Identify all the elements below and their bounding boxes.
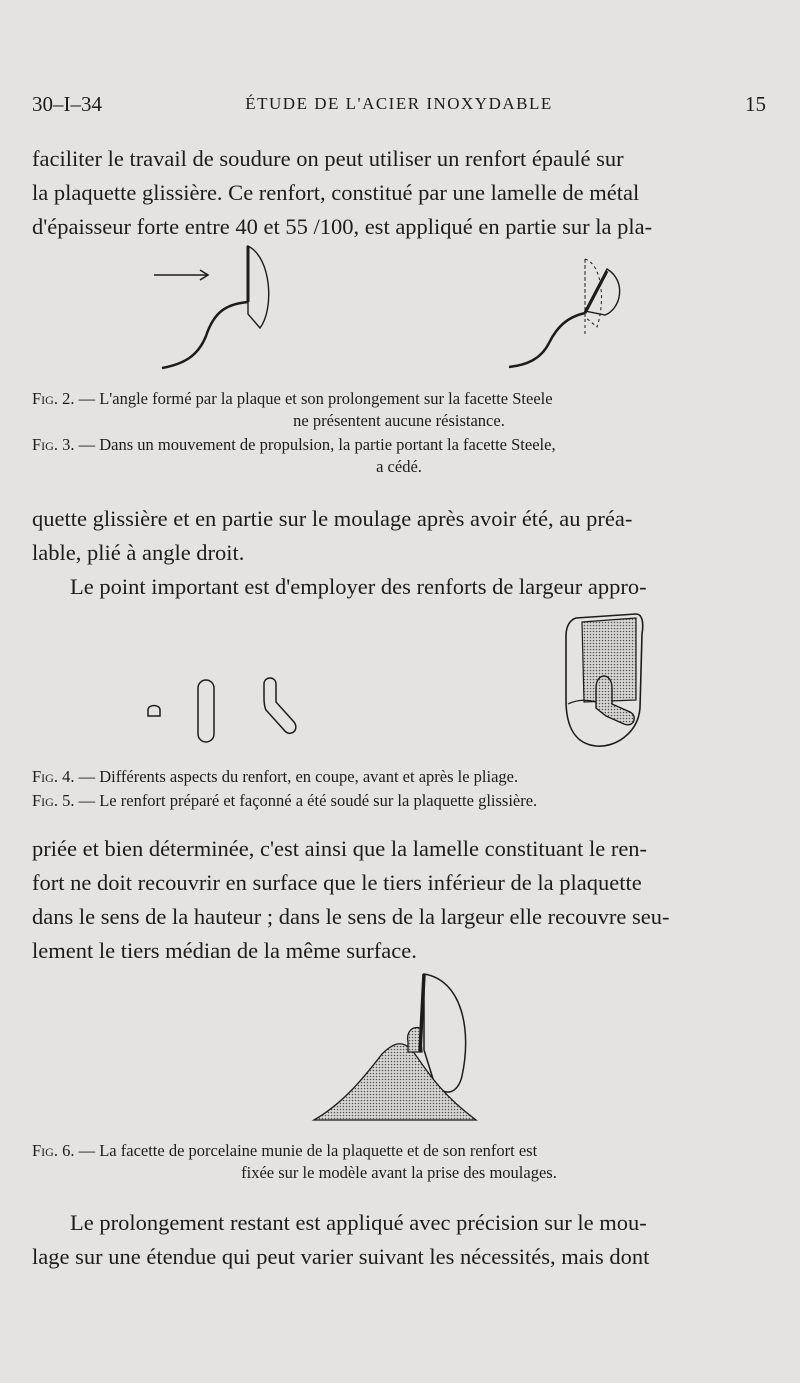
text-line: priée et bien déterminée, c'est ainsi que la lamelle constituant le ren- bbox=[32, 836, 648, 861]
paragraph-3 bbox=[32, 832, 766, 968]
figure-3-drawing bbox=[505, 255, 635, 375]
caption-fig-4 bbox=[32, 766, 766, 788]
figure-label: Fig. 3. bbox=[32, 435, 75, 454]
header-title: ÉTUDE DE L'ACIER INOXYDABLE bbox=[245, 94, 553, 113]
caption-fig-2 bbox=[32, 388, 766, 432]
header-date: 30–I–34 bbox=[32, 92, 102, 116]
paragraph-1 bbox=[32, 142, 766, 244]
caption-text: ne présentent aucune résistance. bbox=[293, 411, 505, 430]
text-line: lement le tiers médian de la même surface. bbox=[32, 938, 417, 963]
text-line: la plaquette glissière. Ce renfort, constitué par une lamelle de métal bbox=[32, 180, 640, 205]
text-line: dans le sens de la hauteur ; dans le sens de la largeur elle recouvre seu- bbox=[32, 904, 670, 929]
caption-fig-5 bbox=[32, 790, 766, 812]
caption-fig-6 bbox=[32, 1140, 766, 1184]
caption-text: a cédé. bbox=[376, 457, 422, 476]
text-line: fort ne doit recouvrir en surface que le tiers inférieur de la plaquette bbox=[32, 870, 642, 895]
figure-4-drawing bbox=[140, 670, 310, 750]
text-line: Le point important est d'employer des renforts de largeur appro- bbox=[70, 574, 647, 599]
figure-label: Fig. 2. bbox=[32, 389, 75, 408]
text-line: d'épaisseur forte entre 40 et 55 /100, est appliqué en partie sur la pla- bbox=[32, 214, 653, 239]
caption-text: — Différents aspects du renfort, en coupe, avant et après le pliage. bbox=[74, 767, 519, 786]
text-line: lage sur une étendue qui peut varier suivant les nécessités, mais dont bbox=[32, 1244, 650, 1269]
figure-label: Fig. 6. bbox=[32, 1141, 75, 1160]
caption-text: — La facette de porcelaine munie de la plaquette et de son renfort est bbox=[74, 1141, 538, 1160]
figure-6-drawing bbox=[312, 970, 482, 1125]
figure-label: Fig. 5. bbox=[32, 791, 75, 810]
caption-text: fixée sur le modèle avant la prise des moulages. bbox=[241, 1163, 557, 1182]
figure-2-drawing bbox=[150, 240, 280, 370]
running-header bbox=[32, 92, 766, 120]
figure-5-drawing bbox=[550, 612, 650, 752]
caption-fig-3 bbox=[32, 434, 766, 478]
paragraph-4 bbox=[32, 1206, 766, 1274]
caption-text: — L'angle formé par la plaque et son prolongement sur la facette Steele bbox=[74, 389, 553, 408]
caption-text: — Le renfort préparé et façonné a été soudé sur la plaquette glissière. bbox=[74, 791, 538, 810]
figure-label: Fig. 4. bbox=[32, 767, 75, 786]
page-number: 15 bbox=[745, 92, 766, 116]
caption-text: — Dans un mouvement de propulsion, la partie portant la facette Steele, bbox=[74, 435, 556, 454]
text-line: faciliter le travail de soudure on peut utiliser un renfort épaulé sur bbox=[32, 146, 624, 171]
paragraph-2 bbox=[32, 502, 766, 604]
text-line: Le prolongement restant est appliqué avec précision sur le mou- bbox=[70, 1210, 647, 1235]
text-line: quette glissière et en partie sur le moulage après avoir été, au préa- bbox=[32, 506, 633, 531]
text-line: lable, plié à angle droit. bbox=[32, 540, 245, 565]
